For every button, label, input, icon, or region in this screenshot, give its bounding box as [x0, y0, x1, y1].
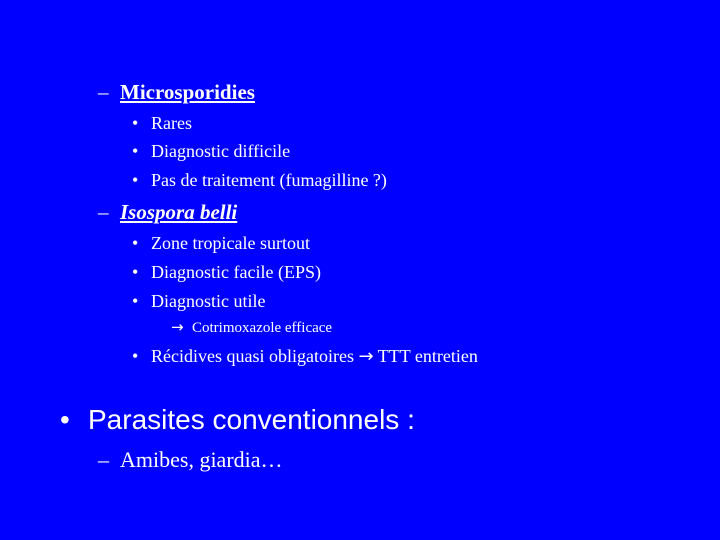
- bullet-marker: •: [132, 233, 139, 253]
- bullet-marker: •: [60, 404, 70, 435]
- bullet-marker: •: [132, 262, 139, 282]
- list-item-recidives: [132, 347, 478, 366]
- list-item-text: Diagnostic facile (EPS): [151, 262, 321, 282]
- list-item-text: Diagnostic utile: [151, 291, 266, 311]
- list-item-text: Diagnostic difficile: [151, 141, 291, 161]
- list-item-text: Zone tropicale surtout: [151, 233, 310, 253]
- bullet-marker: •: [132, 170, 139, 190]
- heading-isospora: [98, 202, 237, 223]
- dash-marker: –: [98, 80, 109, 104]
- sub-item-cotrimoxazole: [171, 320, 332, 336]
- bullet-marker: •: [132, 141, 139, 161]
- list-item-pas-de-traitement: [132, 171, 387, 189]
- dash-marker: –: [98, 447, 109, 472]
- heading-microsporidies-text: Microsporidies: [120, 80, 255, 104]
- dash-marker: –: [98, 200, 109, 224]
- heading-microsporidies: [98, 82, 255, 103]
- bullet-marker: •: [132, 346, 139, 366]
- list-item-diagnostic-facile: [132, 263, 321, 281]
- list-item-zone-tropicale: [132, 234, 310, 252]
- list-item-text: Rares: [151, 113, 192, 133]
- sub-item-amibes: [98, 449, 283, 471]
- heading-parasites: [60, 406, 415, 434]
- bullet-marker: •: [132, 113, 139, 133]
- arrow-right-icon: →: [171, 318, 184, 336]
- list-item-text: Pas de traitement (fumagilline ?): [151, 170, 387, 190]
- sub-item-text: Amibes, giardia…: [120, 447, 283, 472]
- heading-parasites-text: Parasites conventionnels :: [88, 404, 415, 435]
- heading-isospora-text: Isospora belli: [120, 200, 238, 224]
- list-item-diagnostic-utile: [132, 292, 265, 310]
- list-item-text-before: Récidives quasi obligatoires: [151, 346, 354, 366]
- bullet-marker: •: [132, 291, 139, 311]
- list-item-rares: [132, 114, 192, 132]
- list-item-diagnostic-difficile: [132, 142, 290, 160]
- arrow-right-icon: →: [358, 346, 374, 367]
- list-item-text-after: TTT entretien: [377, 346, 478, 366]
- sub-item-text: Cotrimoxazole efficace: [192, 320, 333, 336]
